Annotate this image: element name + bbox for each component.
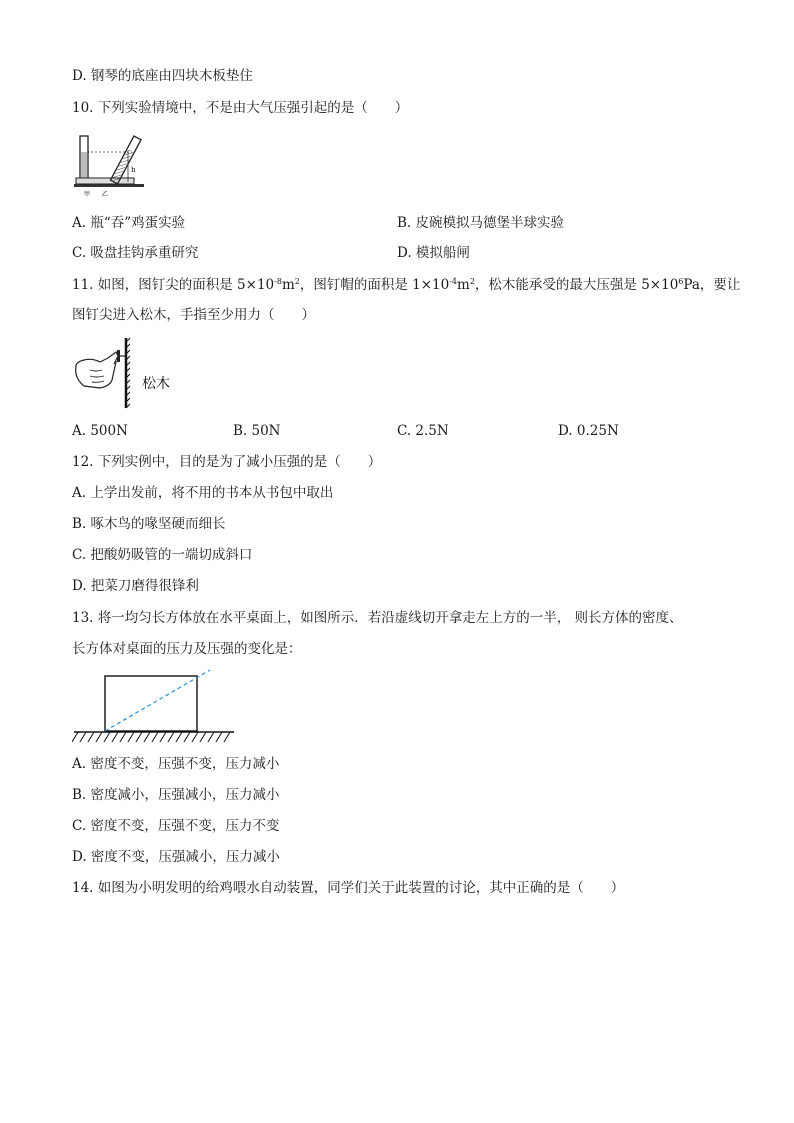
- q13-option-d: D. 密度不变，压强减小，压力减小: [72, 849, 280, 865]
- q11-option-c: C. 2.5N: [397, 423, 449, 439]
- q10-label-b: 乙: [102, 191, 109, 198]
- q10-option-d: D. 模拟船闸: [397, 245, 470, 261]
- q11-option-d: D. 0.25N: [558, 423, 619, 439]
- q10-inclined-tube: [110, 136, 141, 184]
- q13-option-a: A. 密度不变，压强不变，压力减小: [72, 756, 280, 772]
- q11-stem-line1: 11. 如图，图钉尖的面积是 $5\times 10^{-8}m^2$，图钉帽的面积是 $1\times 10^{-4}m^2$，松木能承受的最大压强是 $5\times 10^6Pa$，要让: [72, 277, 741, 293]
- q11-option-b: B. 50N: [233, 423, 281, 439]
- q9-option-d: D. 钢琴的底座由四块木板垫住: [72, 68, 253, 84]
- q14-stem: 14. 如图为小明发明的给鸡喂水自动装置，同学们关于此装置的讨论，其中正确的是（ ）: [72, 880, 625, 896]
- q11-figure: [70, 336, 190, 412]
- q13-option-c: C. 密度不变，压强不变，压力不变: [72, 818, 280, 834]
- q10-option-c: C. 吸盘挂钩承重研究: [72, 245, 199, 261]
- q10-label-a: 甲: [84, 191, 91, 198]
- q10-stem: 10. 下列实验情境中，不是由大气压强引起的是（ ）: [72, 100, 409, 116]
- q11-wood-label: 松木: [142, 376, 170, 392]
- q13-table-hatch: [72, 732, 230, 742]
- q12-option-b: B. 啄木鸟的喙坚硬而细长: [72, 516, 226, 532]
- q12-option-a: A. 上学出发前，将不用的书本从书包中取出: [72, 485, 334, 501]
- q10-figure: [70, 130, 150, 198]
- q12-stem: 12. 下列实例中，目的是为了减小压强的是（ ）: [72, 454, 382, 470]
- q10-option-b: B. 皮碗模拟马德堡半球实验: [397, 215, 565, 231]
- q11-hand: [76, 358, 116, 389]
- q13-stem-line2: 长方体对桌面的压力及压强的变化是：: [72, 641, 302, 657]
- q12-option-c: C. 把酸奶吸管的一端切成斜口: [72, 547, 253, 563]
- q13-stem-line1: 13. 将一均匀长方体放在水平桌面上，如图所示．若沿虚线切开拿走左上方的一半， 则长方体的密度、: [72, 610, 683, 626]
- q12-option-d: D. 把菜刀磨得很锋利: [72, 578, 199, 594]
- q11-option-a: A. 500N: [72, 423, 128, 439]
- q10-option-a: A. 瓶“吞”鸡蛋实验: [72, 215, 186, 231]
- q13-option-b: B. 密度减小，压强减小，压力减小: [72, 787, 280, 803]
- q10-dish: [76, 178, 134, 184]
- q11-stem-line2: 图钉尖进入松木，手指至少用力（ ）: [72, 307, 315, 323]
- q10-label-h: h: [131, 166, 136, 174]
- q13-figure: [72, 668, 238, 746]
